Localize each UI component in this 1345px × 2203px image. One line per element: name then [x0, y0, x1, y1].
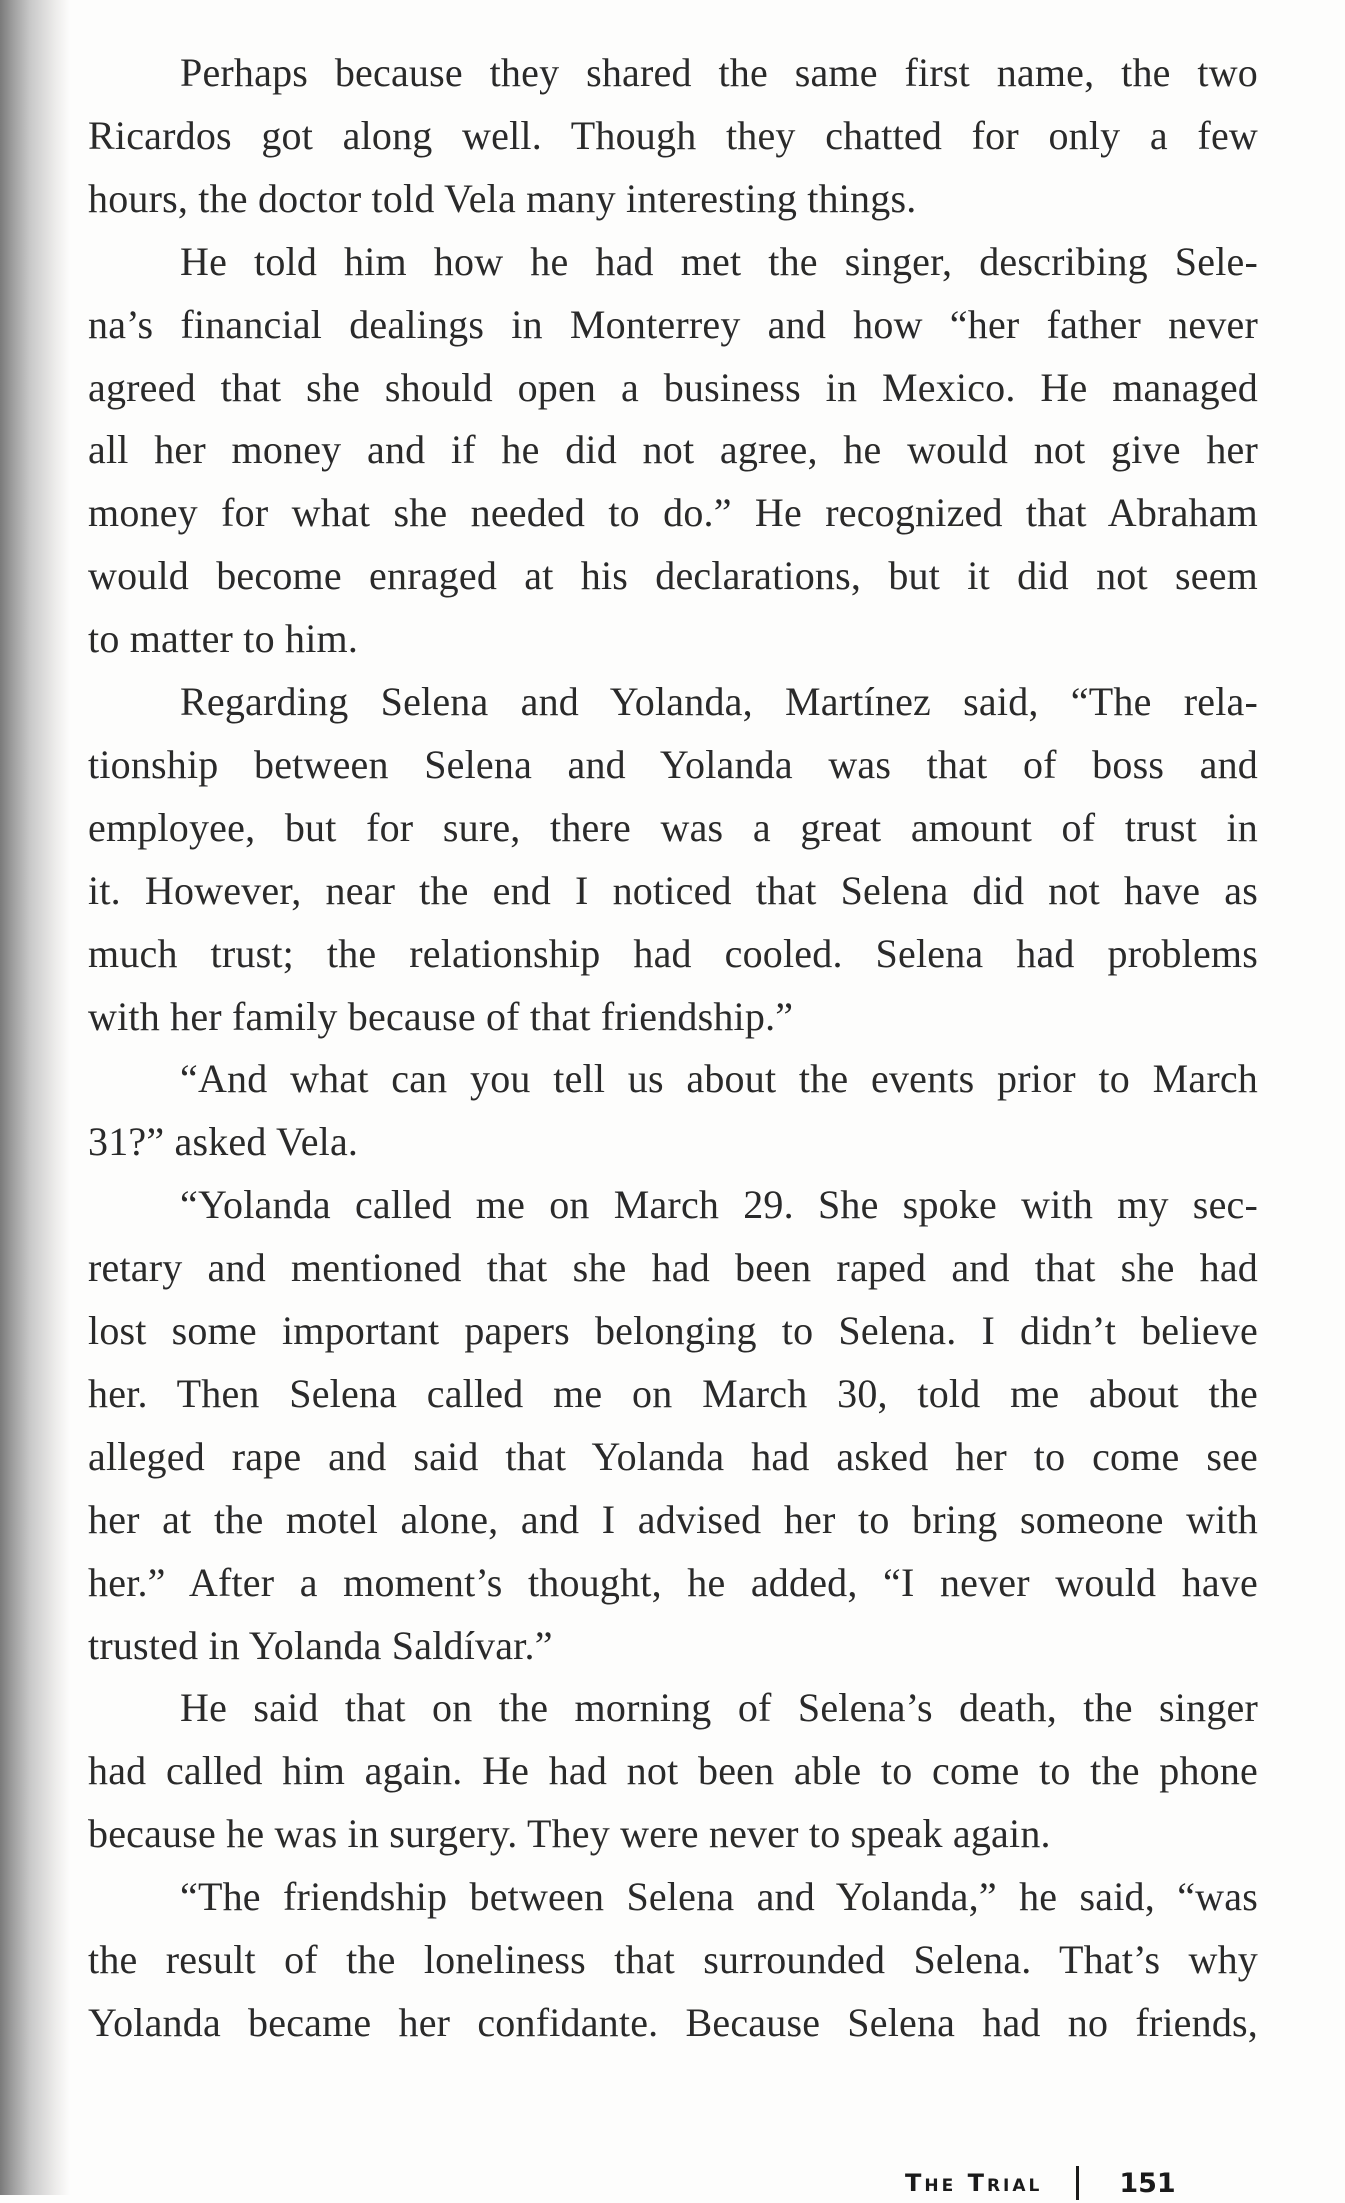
- text-line: because he was in surgery. They were never to speak again.: [88, 1811, 1051, 1857]
- text-line: trusted in Yolanda Saldívar.”: [88, 1622, 553, 1668]
- text-line: hours, the doctor told Vela many interesting things.: [88, 175, 917, 221]
- text-line: “And what can you tell us about the events prior to March: [180, 1056, 1258, 1102]
- text-line: her. Then Selena called me on March 30, told me about the: [88, 1370, 1258, 1416]
- text-line: tionship between Selena and Yolanda was that of boss and: [88, 741, 1258, 787]
- text-line: money for what she needed to do.” He recognized that Abraham: [88, 490, 1258, 536]
- text-line: much trust; the relationship had cooled. Selena had problems: [88, 930, 1258, 976]
- text-line: na’s financial dealings in Monterrey and how “her father never: [88, 301, 1258, 347]
- text-line: with her family because of that friendship.”: [88, 993, 794, 1039]
- page-number: 151: [1119, 2167, 1176, 2199]
- page-footer: [905, 2163, 1176, 2203]
- text-line: “The friendship between Selena and Yolanda,” he said, “was: [180, 1874, 1258, 1920]
- book-gutter-shadow: [0, 0, 70, 2195]
- text-line: Regarding Selena and Yolanda, Martínez said, “The rela-: [180, 679, 1258, 724]
- text-line: Perhaps because they shared the same first name, the two: [180, 50, 1258, 95]
- text-line: to matter to him.: [88, 616, 359, 662]
- text-line: retary and mentioned that she had been raped and that she had: [88, 1245, 1258, 1291]
- text-line: alleged rape and said that Yolanda had asked her to come see: [88, 1433, 1258, 1479]
- text-line: her.” After a moment’s thought, he added, “I never would have: [88, 1559, 1258, 1605]
- text-line: agreed that she should open a business in Mexico. He managed: [88, 364, 1258, 410]
- text-line: all her money and if he did not agree, he would not give her: [88, 427, 1258, 473]
- text-line: He told him how he had met the singer, describing Sele-: [180, 238, 1258, 284]
- text-line: employee, but for sure, there was a great amount of trust in: [88, 804, 1258, 850]
- text-line: lost some important papers belonging to Selena. I didn’t believe: [88, 1308, 1258, 1353]
- text-line: 31?” asked Vela.: [88, 1119, 359, 1165]
- text-line: Yolanda became her confidante. Because Selena had no friends,: [88, 1999, 1258, 2045]
- text-line: He said that on the morning of Selena’s death, the singer: [180, 1685, 1258, 1731]
- text-line: the result of the loneliness that surrounded Selena. That’s why: [88, 1937, 1258, 1982]
- text-line: would become enraged at his declarations, but it did not seem: [88, 553, 1258, 599]
- text-line: her at the motel alone, and I advised her to bring someone with: [88, 1496, 1258, 1542]
- text-line: Ricardos got along well. Though they chatted for only a few: [88, 112, 1258, 158]
- text-line: it. However, near the end I noticed that Selena did not have as: [88, 867, 1258, 913]
- running-head: The Trial: [905, 2169, 1043, 2197]
- text-line: had called him again. He had not been able to come to the phone: [88, 1748, 1258, 1794]
- text-line: “Yolanda called me on March 29. She spoke with my sec-: [180, 1182, 1258, 1228]
